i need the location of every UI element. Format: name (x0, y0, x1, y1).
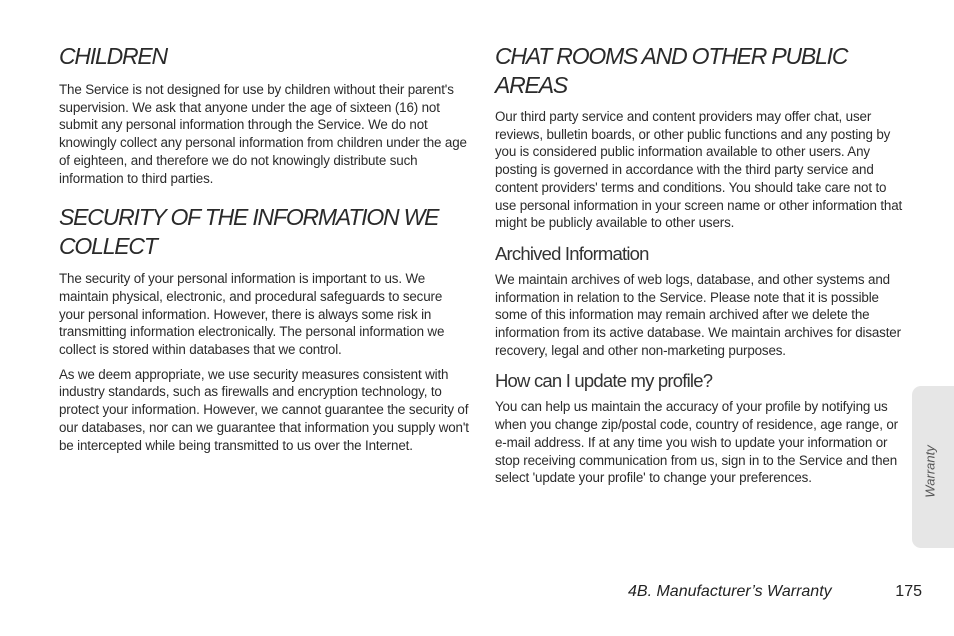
security-paragraph-1: The security of your personal information is important to us. We maintain physical, electronic, and procedural safeguards to secure your personal information. However, there is always some risk in transmitting information electronically. The personal information we collect is stored within databases that we control. (59, 271, 445, 358)
update-profile-paragraph: You can help us maintain the accuracy of your profile by notifying us when you change zip/postal code, country of residence, age range, or e-mail address. If at any time you wish to update your information or stop receiving communication from us, sign in to the Service and then select 'update your profile' to change your preferences. (495, 399, 898, 486)
archived-information-heading: Archived Information (495, 242, 649, 264)
left-column (59, 40, 469, 454)
security-heading: SECURITY OF THE INFORMATION WE COLLECT (59, 204, 439, 260)
chat-rooms-paragraph: Our third party service and content providers may offer chat, user reviews, bulletin boards, or other public functions and any posting by you is considered public information available to other users. Any posting is governed in accordance with the third party service and content providers' terms and conditions. You should take care not to use personal information in your screen name or other information that might be publicly available to other users. (495, 109, 903, 231)
security-paragraph-2: As we deem appropriate, we use security measures consistent with industry standards, such as firewalls and encryption technology, to protect your information. However, we cannot guarantee the security of our databases, nor can we guarantee that information you supply won't be intercepted while being transmitted to us over the Internet. (59, 366, 469, 453)
footer-section-title: 4B. Manufacturer’s Warranty (628, 583, 832, 600)
right-column (495, 40, 905, 487)
children-heading: CHILDREN (59, 43, 167, 69)
children-paragraph: The Service is not designed for use by children without their parent's supervision. We ask that anyone under the age of sixteen (16) not submit any personal information through the Service. We do not knowingly collect any personal information from children under the age of eighteen, and therefore we do not knowingly distribute such information to third parties. (59, 82, 467, 186)
page-number: 175 (895, 583, 922, 600)
archived-information-paragraph: We maintain archives of web logs, database, and other systems and information in relation to the Service. Please note that it is possible some of this information may remain archived after we delete the information from its active database. We maintain archives for disaster recovery, legal and other non-marketing purposes. (495, 271, 901, 358)
update-profile-heading: How can I update my profile? (495, 370, 713, 392)
chat-rooms-heading: CHAT ROOMS AND OTHER PUBLIC AREAS (495, 43, 848, 98)
side-tab-label: Warranty (922, 445, 938, 498)
